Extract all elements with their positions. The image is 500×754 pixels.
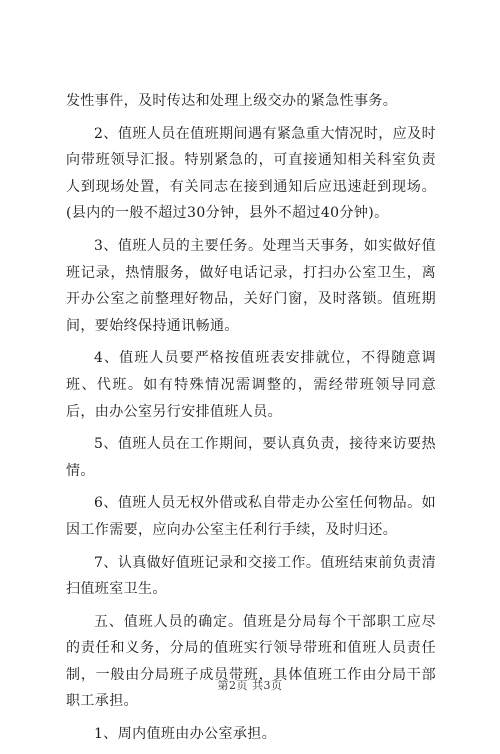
paragraph-item-6: 6、值班人员无权外借或私自带走办公室任何物品。如因工作需要，应向办公室主任利行手续，及时归还。: [66, 495, 436, 538]
paragraph-continuation: 发性事件，及时传达和处理上级交办的紧急性事务。: [66, 93, 398, 109]
paragraph-item-5: 5、值班人员在工作期间，要认真负责，接待来访要热情。: [66, 436, 436, 479]
paragraph-item-7: 7、认真做好值班记录和交接工作。值班结束前负责清扫值班室卫生。: [66, 554, 436, 598]
paragraph-subitem-1: 1、周内值班由办公室承担。: [94, 726, 277, 743]
paragraph-section-5: 五、值班人员的确定。值班是分局每个干部职工应尽的责任和义务，分局的值班实行领导带班和值班人员责任制，一般由分局班子成员带班，具体值班工作由分局干部职工承担。: [66, 613, 436, 710]
document-body: [66, 88, 436, 754]
paragraph-item-4: 4、值班人员要严格按值班表安排就位，不得随意调班、代班。如有特殊情况需调整的，需经带班领导同意后，由办公室另行安排值班人员。: [66, 350, 436, 420]
paragraph-item-3: 3、值班人员的主要任务。处理当天事务，如实做好值班记录，热情服务，做好电话记录，打扫办公室卫生，离开办公室之前整理好物品，关好门窗，及时落锁。值班期间，要始终保持通讯畅通。: [66, 237, 436, 334]
page-number-footer: 第2页 共3页: [217, 679, 283, 692]
paragraph-item-2: 2、值班人员在值班期间遇有紧急重大情况时，应及时向带班领导汇报。特别紧急的，可直接通知相关科室负责人到现场处置，有关同志在接到通知后应迅速赶到现场。(县内的一般不超过30分钟，县外不超过40分钟)。: [66, 125, 436, 222]
